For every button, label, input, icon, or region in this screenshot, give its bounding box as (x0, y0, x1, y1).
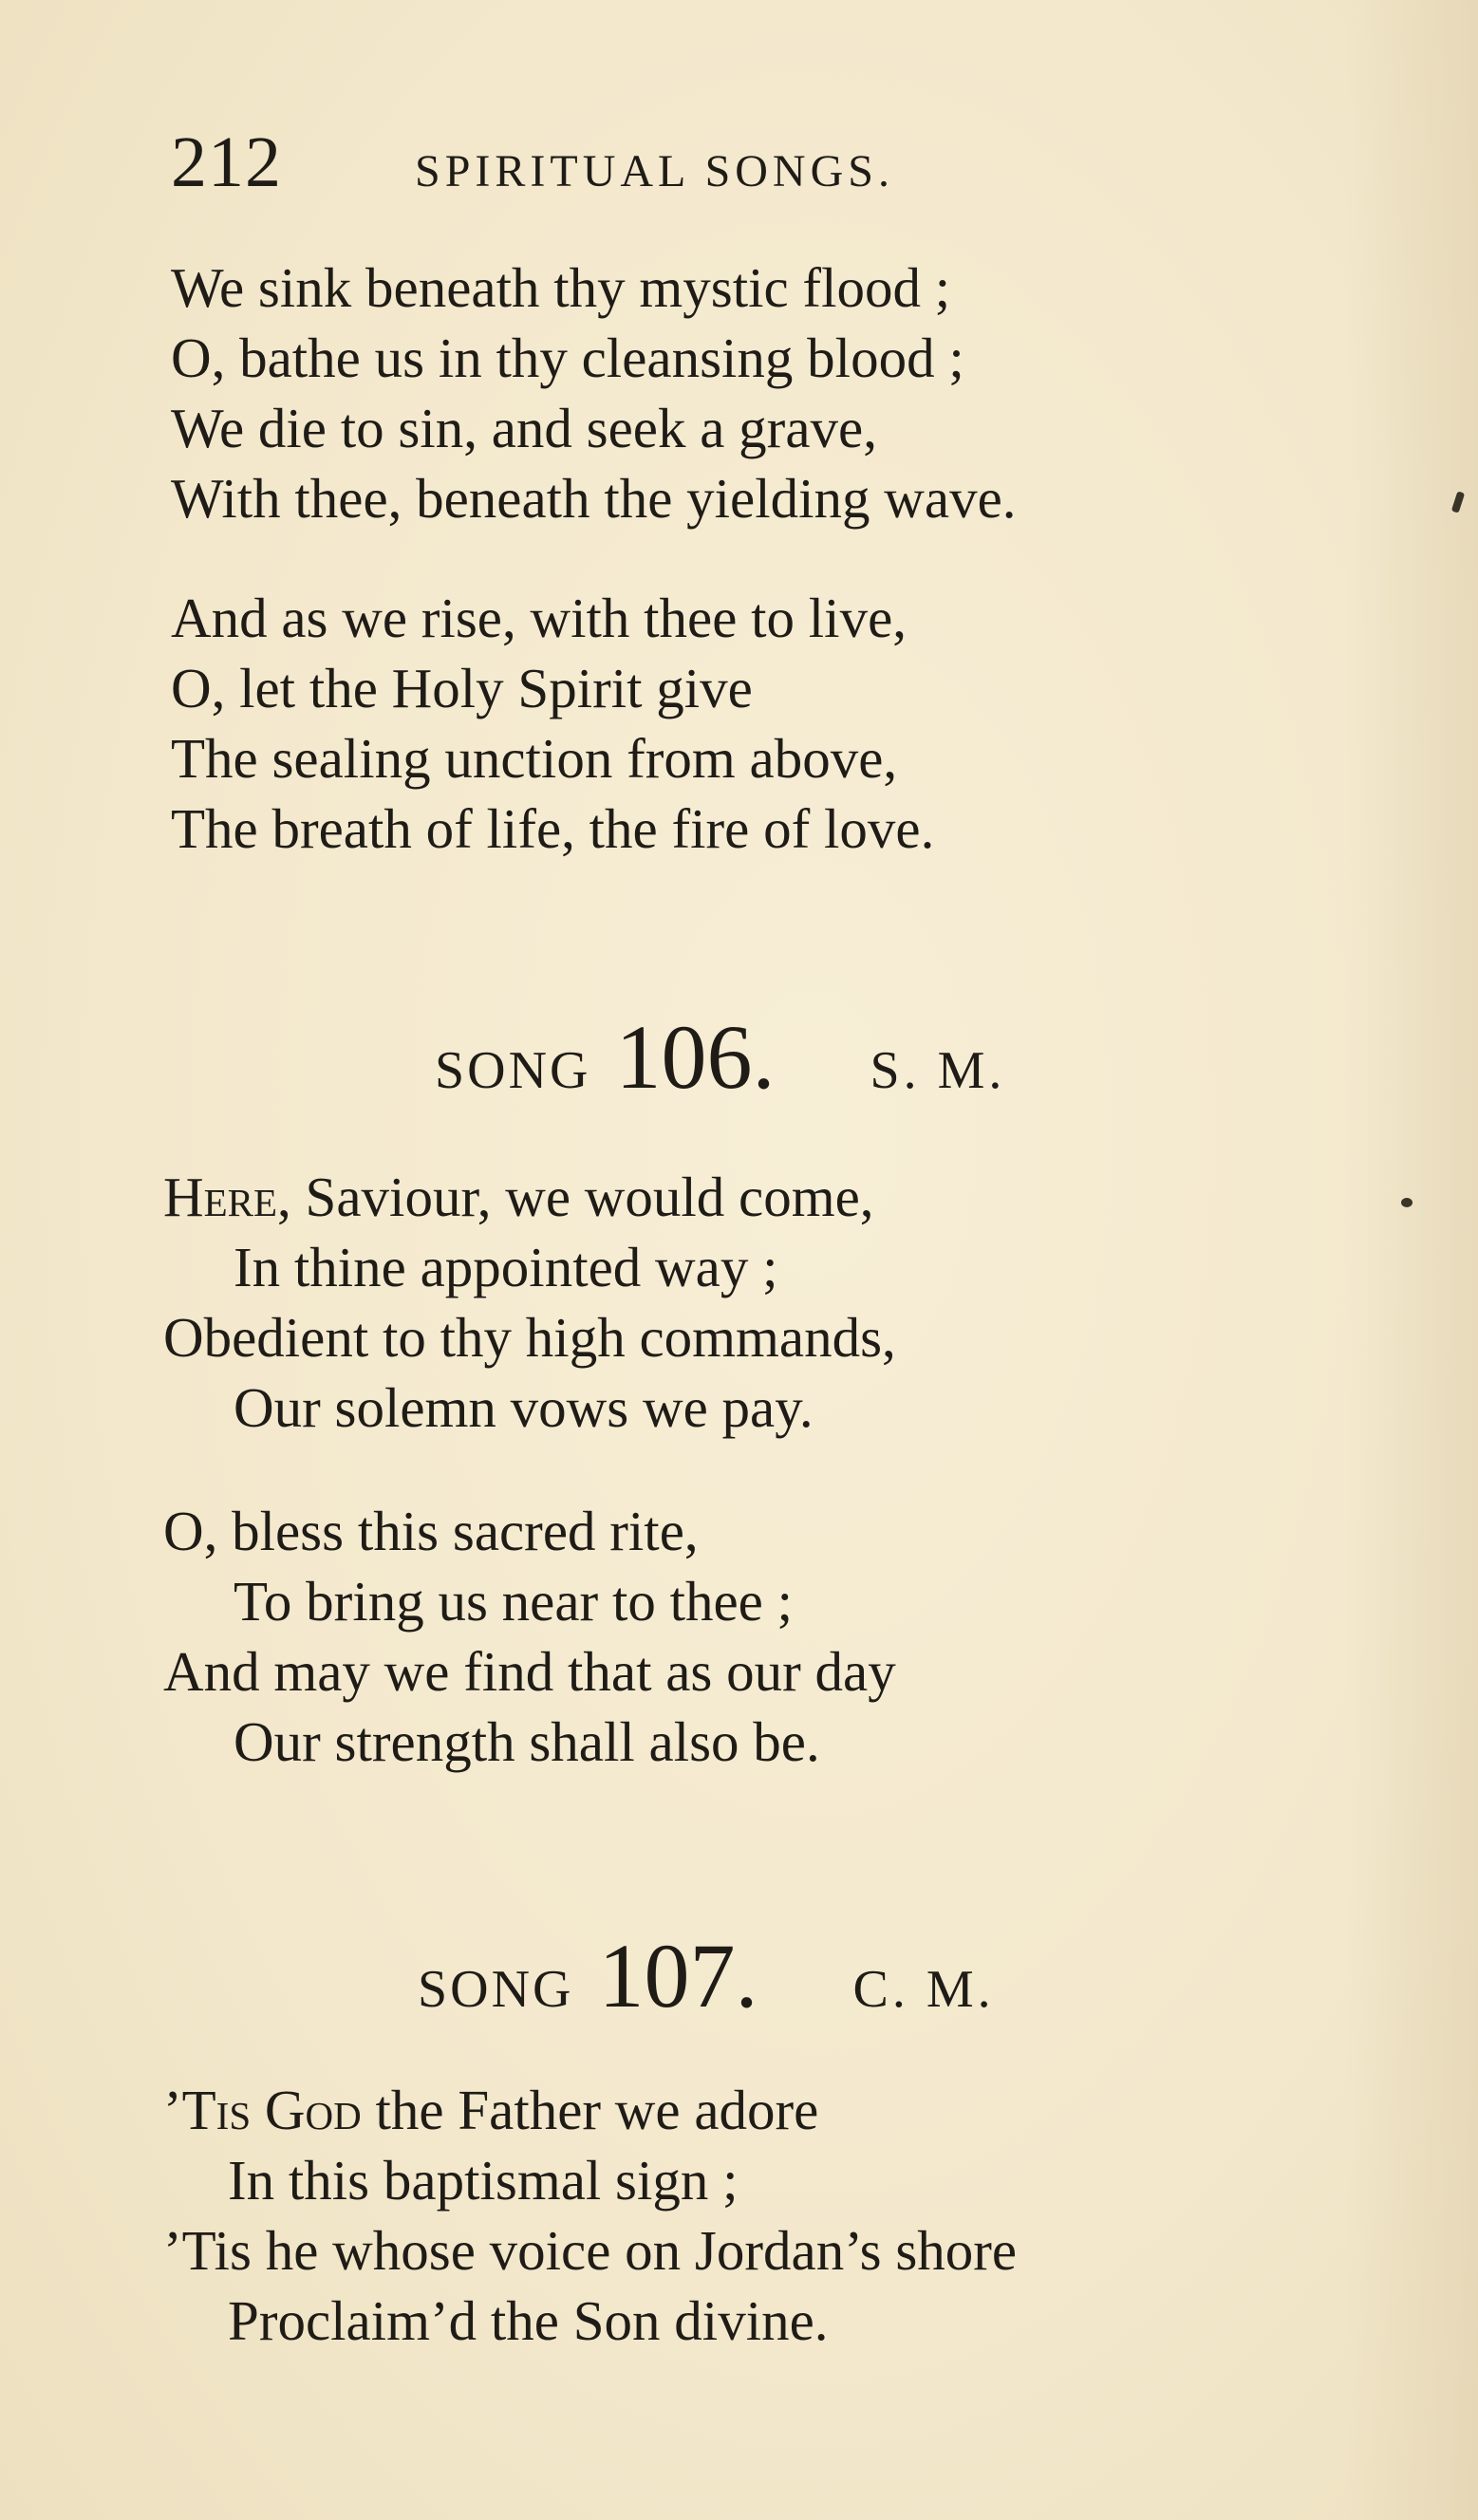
verse-line: O, bathe us in thy cleansing blood ; (171, 327, 964, 389)
running-title: SPIRITUAL SONGS. (415, 146, 894, 196)
verse-line: To bring us near to thee ; (234, 1570, 793, 1633)
verse-line: O, bless this sacred rite, (163, 1500, 699, 1562)
verse-line: Our strength shall also be. (234, 1710, 820, 1773)
verse-line (163, 2075, 818, 2145)
verse-line: And as we rise, with thee to live, (171, 587, 907, 649)
song-number: 107. (598, 1925, 758, 2026)
verse-line: O, let the Holy Spirit give (171, 657, 753, 719)
page-number: 212 (171, 122, 282, 202)
verse-line: Obedient to thy high commands, (163, 1306, 896, 1369)
song-meter: S. M. (870, 1041, 1006, 1100)
verse-line: We die to sin, and seek a grave, (171, 397, 877, 459)
verse-line: In this baptismal sign ; (228, 2149, 739, 2212)
divine-name: God (264, 2079, 362, 2141)
verse-line: The sealing unction from above, (171, 727, 898, 790)
song-label: SONG (418, 1960, 574, 2019)
song-107-heading (418, 1923, 995, 2028)
opening-word: Here, (163, 1166, 291, 1228)
verse-line (163, 1162, 874, 1232)
line-text: Saviour, we would come, (290, 1166, 874, 1228)
verse-line: In thine appointed way ; (234, 1236, 778, 1298)
verse-line: Proclaim’d the Son divine. (228, 2289, 829, 2352)
page-header (171, 121, 894, 207)
opening-word: ’Tis (163, 2079, 252, 2141)
verse-line: Our solemn vows we pay. (234, 1376, 814, 1439)
song-number: 106. (615, 1006, 776, 1108)
verse-line: The breath of life, the fire of love. (171, 797, 935, 860)
space (251, 2079, 265, 2141)
verse-line: ’Tis he whose voice on Jordan’s shore (163, 2219, 1018, 2282)
page-edge-shadow (1345, 0, 1478, 2520)
verse-line: With thee, beneath the yielding wave. (171, 467, 1017, 530)
verse-line: And may we find that as our day (163, 1640, 896, 1703)
song-meter: C. M. (852, 1960, 995, 2019)
song-label: SONG (435, 1041, 591, 1100)
verse-line: We sink beneath thy mystic flood ; (171, 256, 951, 319)
line-text: the Father we adore (361, 2079, 819, 2141)
ink-speck (1401, 1198, 1413, 1207)
song-106-heading (435, 1004, 1005, 1110)
